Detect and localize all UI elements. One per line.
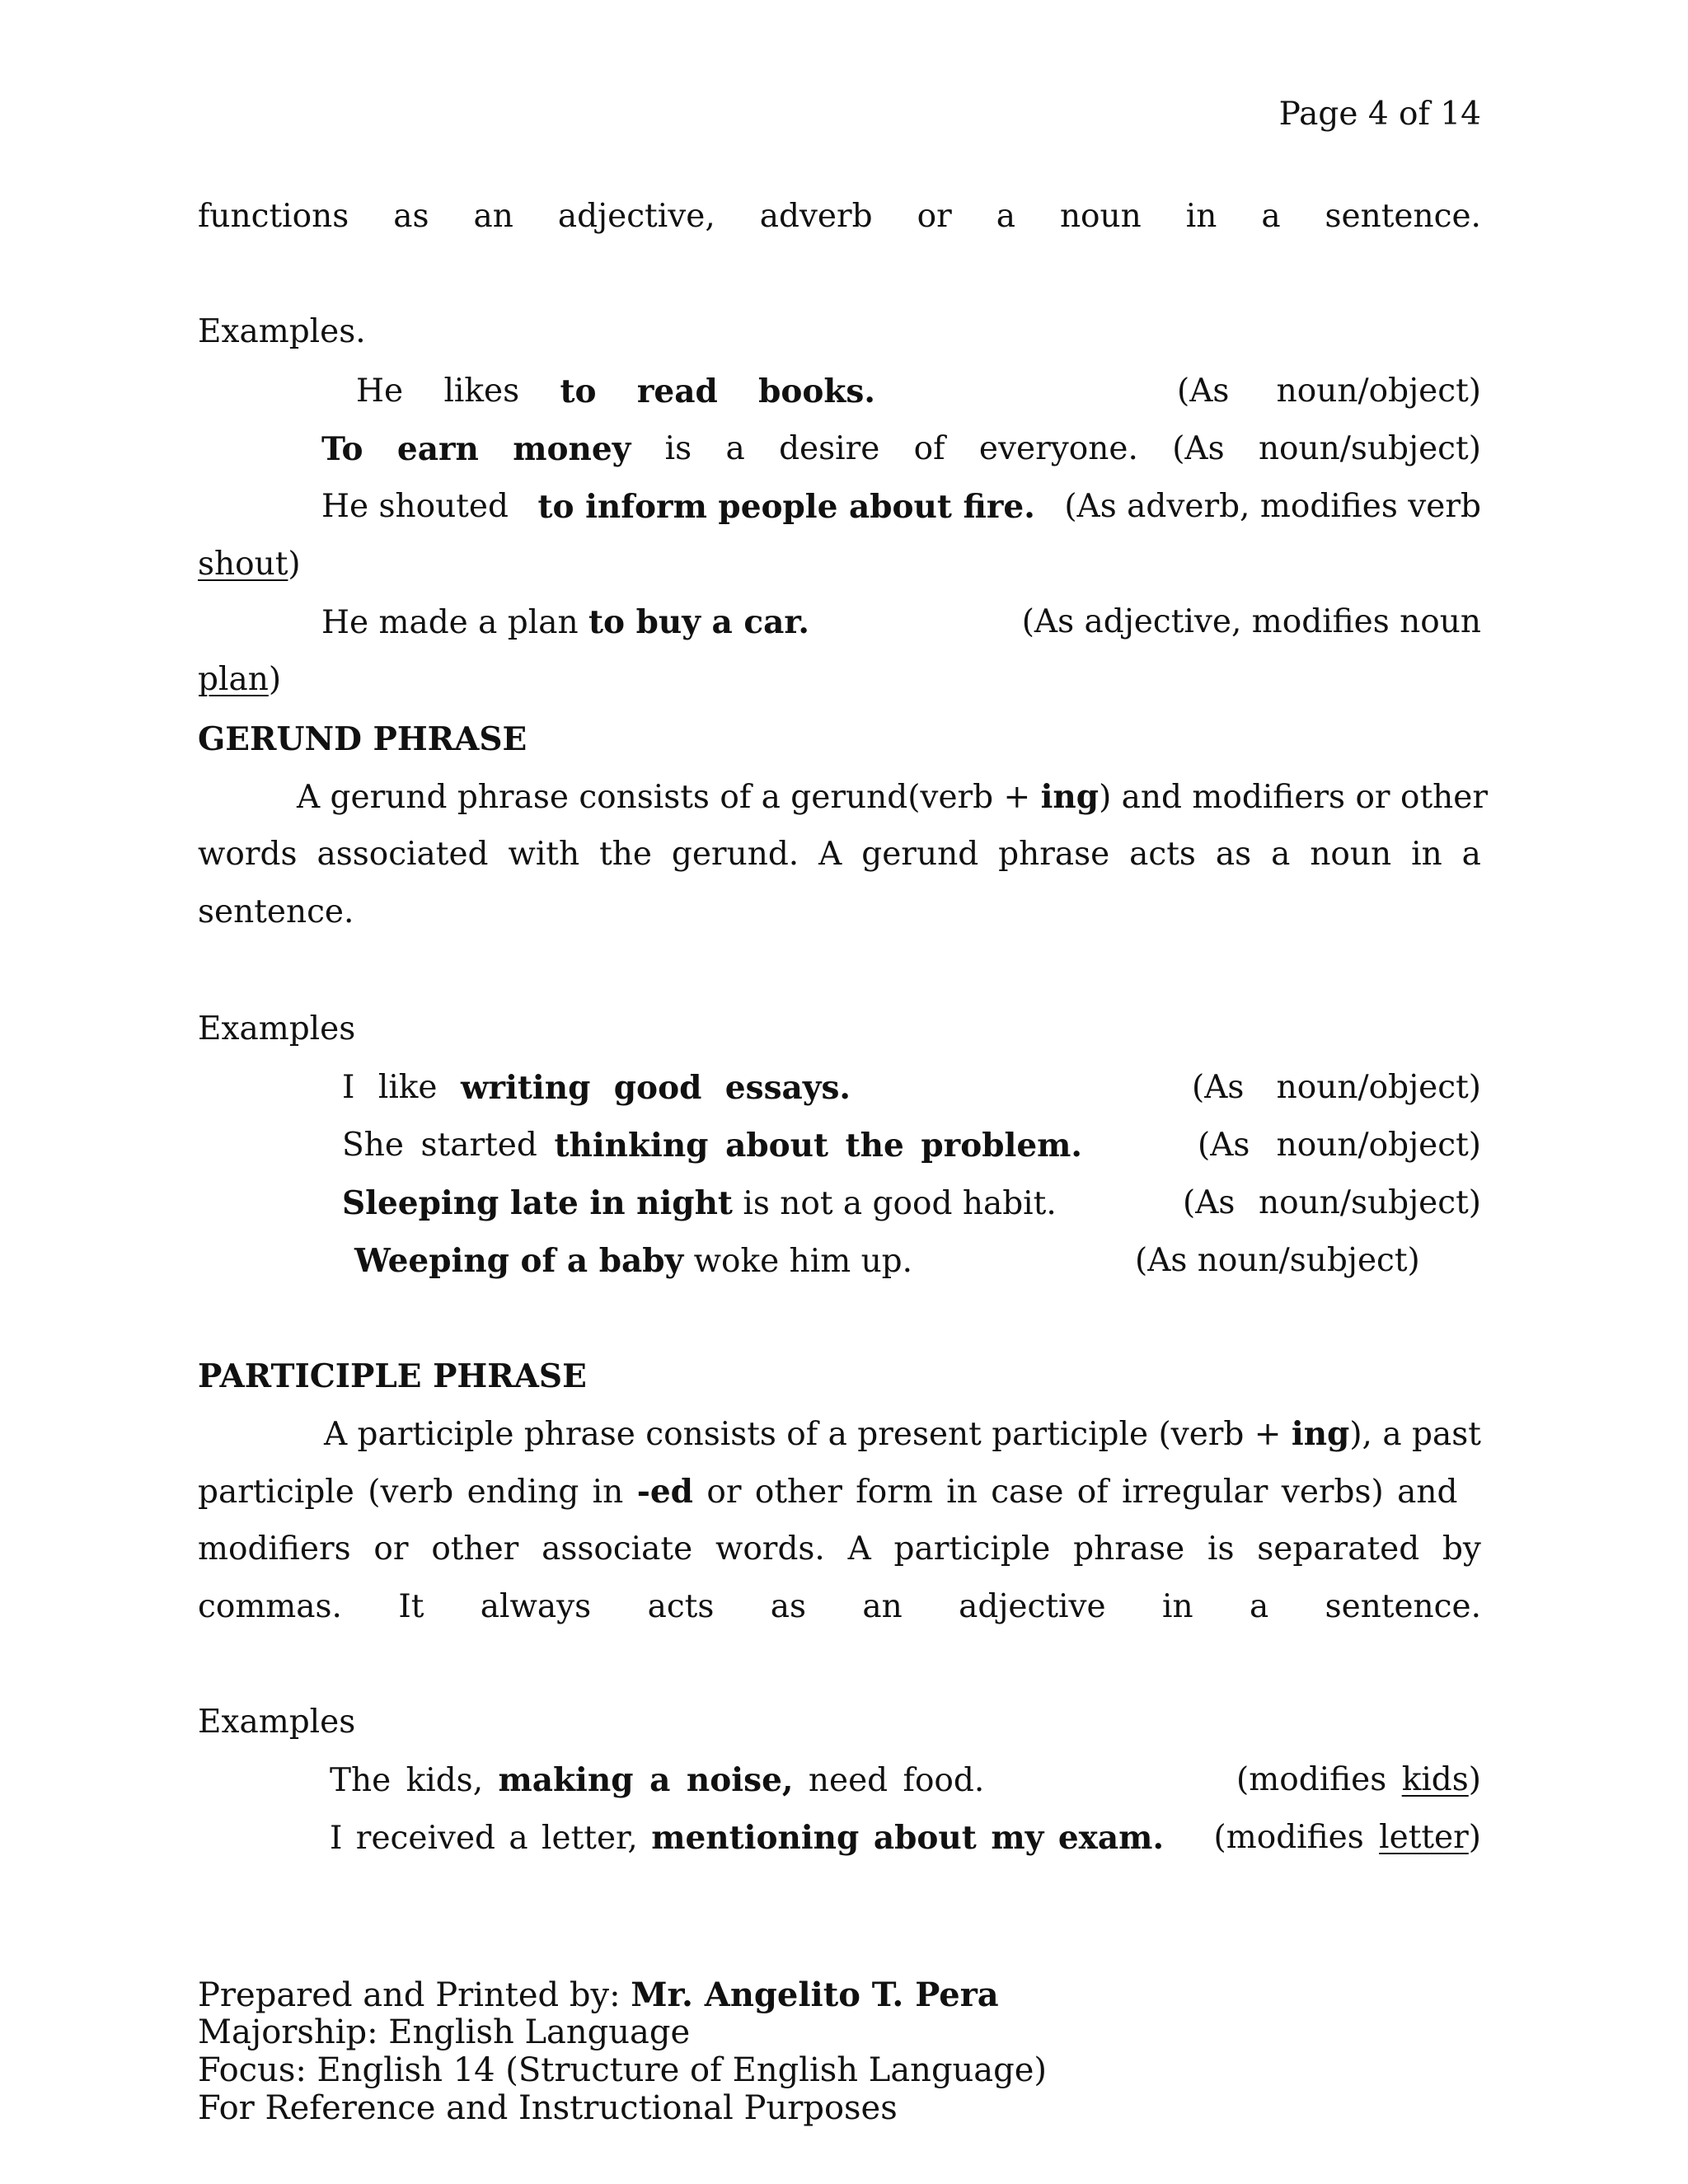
text: ), a past — [1349, 1416, 1481, 1453]
text: I received a letter, — [330, 1820, 638, 1857]
word: started — [420, 1127, 537, 1164]
note: (As — [1177, 373, 1230, 410]
note: (modifies — [1213, 1819, 1364, 1856]
author-name: Mr. Angelito T. Pera — [631, 1975, 999, 2014]
note: (modifies — [1236, 1761, 1387, 1798]
infinitive-example-2 — [321, 430, 1481, 468]
word: of — [913, 430, 945, 467]
word: other — [431, 1530, 519, 1568]
gerund-note-1 — [1192, 1069, 1481, 1106]
participle-heading: PARTICIPLE PHRASE — [198, 1357, 587, 1395]
gerund-heading: GERUND PHRASE — [198, 720, 528, 758]
text: Prepared and Printed by: — [198, 1976, 621, 2014]
word: an — [862, 1588, 903, 1625]
text: A gerund phrase consists of a gerund(verb + — [297, 779, 1031, 816]
footer-focus: Focus: English 14 (Structure of English Language) — [198, 2051, 1048, 2089]
word: a — [1461, 836, 1481, 873]
word: gerund — [861, 836, 979, 873]
close-paren: ) — [1468, 1761, 1481, 1798]
word: a — [1249, 1588, 1269, 1625]
word: desire — [779, 430, 880, 467]
bold-phrase: Weeping of a baby — [354, 1242, 684, 1280]
infinitive-example-4-cont — [198, 661, 281, 698]
word: participle — [893, 1530, 1051, 1568]
word: noun — [1310, 836, 1392, 873]
word: a — [996, 198, 1015, 235]
word: commas. — [198, 1588, 342, 1625]
word: as — [1215, 836, 1252, 873]
note: (As adverb, modifies verb — [1064, 488, 1481, 525]
bold-word: about — [725, 1127, 828, 1165]
word: acts — [647, 1588, 715, 1625]
close-paren: ) — [288, 546, 301, 583]
gerund-note-4: (As noun/subject) — [1135, 1242, 1420, 1279]
note: (As — [1172, 430, 1225, 467]
note: (As — [1183, 1184, 1236, 1221]
text: ) and modifiers or other — [1099, 779, 1488, 816]
gerund-example-2 — [342, 1127, 1082, 1165]
word: is — [664, 430, 692, 467]
word: He — [356, 373, 404, 410]
infinitive-example-4 — [321, 603, 809, 641]
word: words. — [715, 1530, 825, 1568]
bold-word: to — [560, 373, 597, 410]
underlined-word: plan — [198, 661, 269, 698]
bold-phrase: to buy a car. — [588, 603, 809, 641]
note: (As — [1192, 1069, 1245, 1106]
close-paren: ) — [268, 661, 282, 698]
word: I — [342, 1069, 355, 1106]
bold-word: ing — [1291, 1415, 1350, 1453]
bold-phrase: Sleeping late in night — [342, 1184, 733, 1222]
note: noun/subject) — [1258, 430, 1481, 467]
infinitive-example-3 — [321, 488, 1481, 526]
infinitive-note-1 — [1177, 373, 1481, 410]
word: in — [1185, 198, 1217, 235]
word: is — [1207, 1530, 1235, 1568]
infinitive-example-1 — [356, 373, 875, 410]
bold-word: money — [513, 430, 631, 468]
infinitive-note-4: (As adjective, modifies noun — [1021, 603, 1481, 640]
sentence: woke him up. — [693, 1243, 913, 1280]
note: noun/object) — [1276, 1127, 1481, 1164]
bold-word: essays. — [724, 1069, 851, 1107]
participle-para-line-1 — [324, 1415, 1481, 1453]
intro-line — [198, 198, 1481, 235]
close-paren: ) — [1468, 1819, 1481, 1856]
gerund-note-3 — [1183, 1184, 1481, 1221]
participle-example-1 — [330, 1761, 984, 1799]
word: gerund. — [671, 836, 799, 873]
bold-word: writing — [460, 1069, 591, 1107]
gerund-note-2 — [1198, 1127, 1481, 1164]
word: acts — [1129, 836, 1196, 873]
word: by — [1442, 1530, 1481, 1568]
word: as — [393, 198, 429, 235]
participle-para-line-4 — [198, 1588, 1481, 1625]
word: the — [599, 836, 652, 873]
participle-examples-label: Examples — [198, 1704, 356, 1741]
gerund-para-line-3: sentence. — [198, 893, 354, 930]
bold-word: thinking — [554, 1127, 709, 1165]
bold-word: To — [321, 430, 363, 468]
word: or — [373, 1530, 409, 1568]
bold-word: good — [613, 1069, 702, 1107]
gerund-examples-label: Examples — [198, 1010, 356, 1047]
underlined-word: letter — [1379, 1819, 1469, 1856]
word: or — [917, 198, 952, 235]
word: like — [377, 1069, 438, 1106]
participle-para-line-2 — [198, 1473, 1481, 1511]
text: A participle phrase consists of a present participle (verb + — [324, 1416, 1282, 1453]
text: or other form in case of irregular verbs) and — [706, 1474, 1458, 1511]
underlined-word: kids — [1401, 1761, 1469, 1798]
text: participle (verb ending in — [198, 1474, 624, 1511]
note: (As — [1198, 1127, 1250, 1164]
word: everyone. — [978, 430, 1138, 467]
participle-para-line-3 — [198, 1530, 1481, 1568]
bold-word: the — [845, 1127, 904, 1165]
word: functions — [198, 198, 349, 235]
word: always — [480, 1588, 592, 1625]
word: in — [1161, 1588, 1193, 1625]
word: It — [398, 1588, 424, 1625]
word: adverb — [759, 198, 873, 235]
gerund-example-3 — [342, 1184, 1057, 1222]
word: A — [818, 836, 842, 873]
word: words — [198, 836, 298, 873]
word: a — [725, 430, 745, 467]
footer-prepared — [198, 1975, 999, 2014]
bold-word: read — [636, 373, 718, 410]
participle-note-1 — [1236, 1761, 1481, 1798]
bold-phrase: to inform people about fire. — [537, 488, 1035, 526]
bold-word: earn — [396, 430, 479, 468]
footer-majorship: Majorship: English Language — [198, 2013, 691, 2051]
word: adjective — [959, 1588, 1106, 1625]
note: noun/object) — [1276, 1069, 1481, 1106]
sentence: He made a plan — [321, 604, 579, 641]
participle-note-2 — [1214, 1819, 1481, 1856]
gerund-para-line-1 — [297, 778, 1488, 816]
word: as — [770, 1588, 806, 1625]
bold-phrase: mentioning about my exam. — [651, 1819, 1165, 1857]
bold-word: ing — [1040, 778, 1100, 816]
word: phrase — [1073, 1530, 1185, 1568]
gerund-example-1 — [342, 1069, 851, 1107]
bold-word: -ed — [636, 1473, 693, 1511]
word: likes — [443, 373, 520, 410]
note: noun/object) — [1276, 373, 1481, 410]
word: a — [1271, 836, 1291, 873]
gerund-example-4 — [354, 1242, 912, 1280]
underlined-word: shout — [198, 546, 288, 583]
word: separated — [1257, 1530, 1420, 1568]
word: noun — [1059, 198, 1142, 235]
word: phrase — [998, 836, 1110, 873]
word: sentence. — [1325, 1588, 1481, 1625]
examples-label: Examples. — [198, 313, 366, 350]
word: associated — [316, 836, 489, 873]
word: in — [1411, 836, 1442, 873]
sentence: is not a good habit. — [743, 1185, 1057, 1222]
sentence: He shouted — [321, 488, 509, 525]
infinitive-example-3-cont — [198, 546, 301, 583]
word: a — [1261, 198, 1281, 235]
gerund-para-line-2 — [198, 836, 1481, 873]
word: sentence. — [1325, 198, 1481, 235]
footer-purpose: For Reference and Instructional Purposes — [198, 2089, 898, 2127]
text: need food. — [808, 1762, 985, 1799]
page-number: Page 4 of 14 — [1278, 96, 1481, 133]
participle-example-2 — [330, 1819, 1164, 1857]
bold-phrase: making a noise, — [498, 1761, 794, 1799]
text: The kids, — [330, 1762, 484, 1799]
word: associate — [542, 1530, 693, 1568]
note: noun/subject) — [1259, 1184, 1481, 1221]
bold-word: books. — [758, 373, 875, 410]
word: adjective, — [557, 198, 715, 235]
bold-word: problem. — [921, 1127, 1082, 1165]
word: with — [508, 836, 580, 873]
word: She — [342, 1127, 404, 1164]
word: modifiers — [198, 1530, 351, 1568]
word: A — [847, 1530, 871, 1568]
word: an — [473, 198, 513, 235]
